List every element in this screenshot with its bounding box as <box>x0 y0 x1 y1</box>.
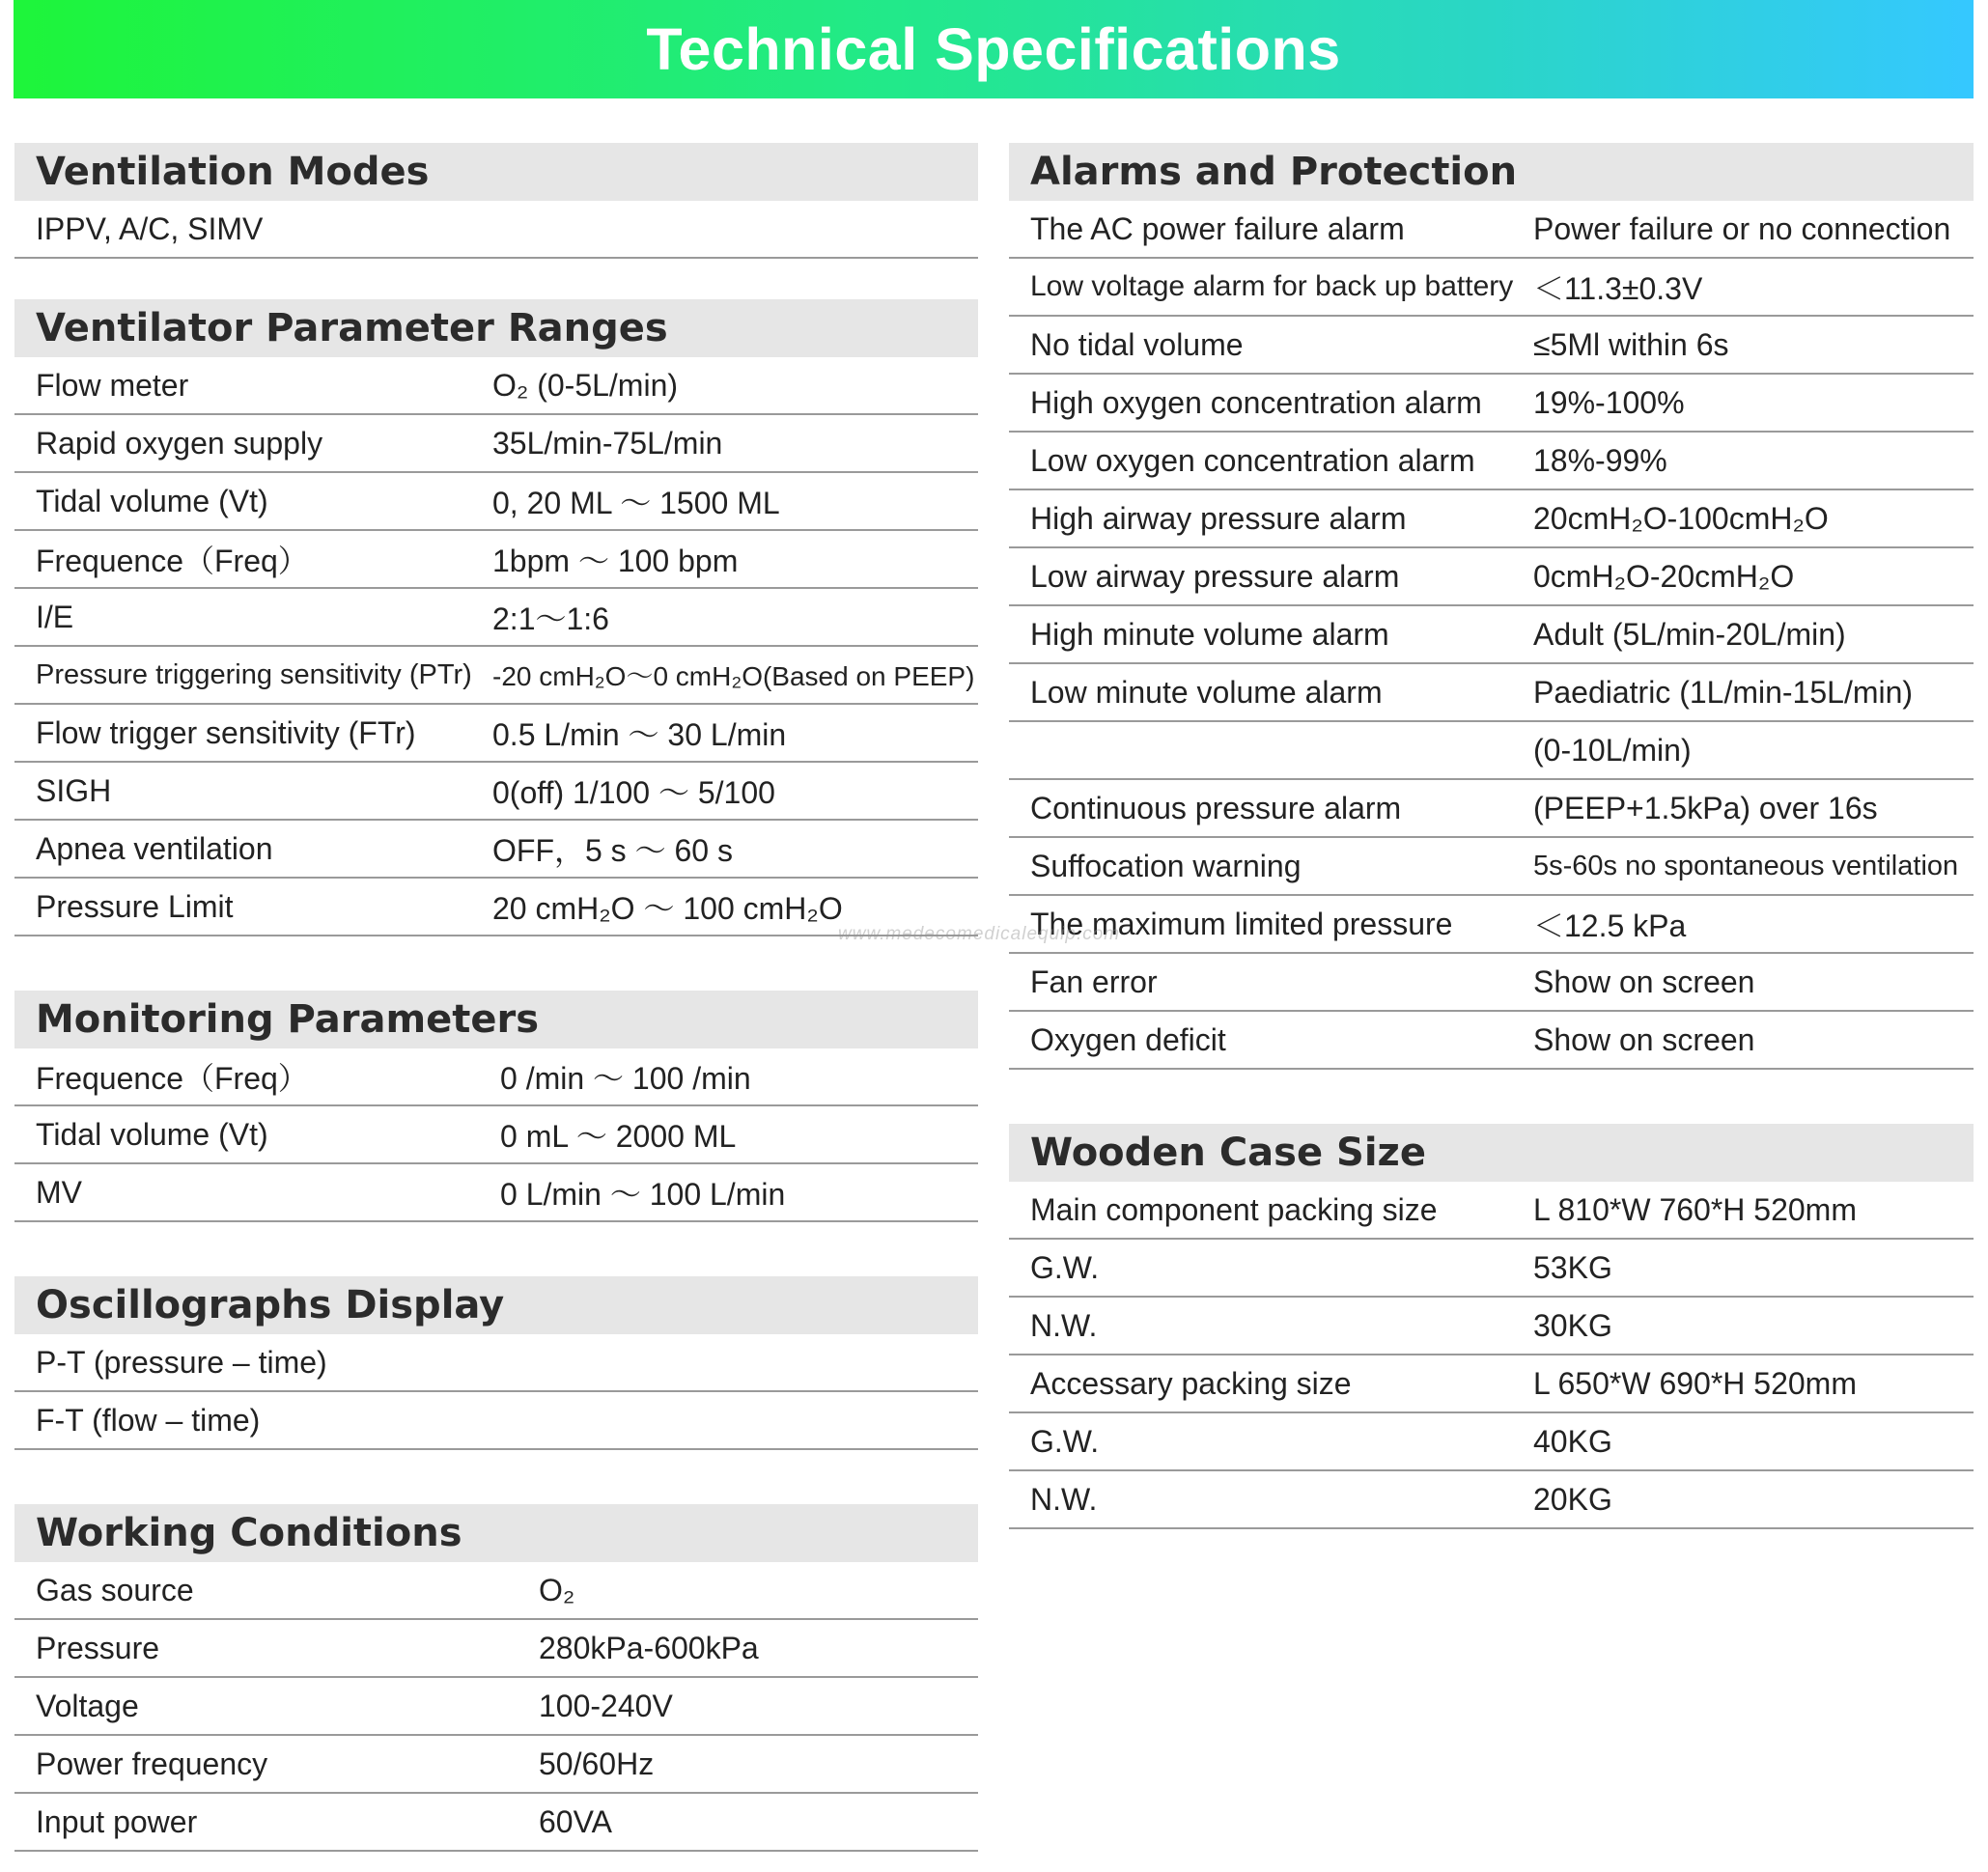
section-heading: Working Conditions <box>14 1504 978 1562</box>
page-title: Technical Specifications <box>646 16 1341 82</box>
spec-label: F-T (flow – time) <box>36 1402 261 1438</box>
spec-label: P-T (pressure – time) <box>36 1344 327 1380</box>
spec-value: 0 L/min ～ 100 L/min <box>500 1177 786 1212</box>
spec-row <box>1009 490 1974 548</box>
spec-row <box>14 589 978 647</box>
spec-value: Power failure or no connection <box>1533 210 1951 246</box>
spec-value: OFF，5 s ～ 60 s <box>492 833 733 868</box>
spec-label: Pressure Limit <box>36 888 234 924</box>
spec-label: The AC power failure alarm <box>1030 210 1405 246</box>
spec-value: 40KG <box>1533 1423 1612 1459</box>
spec-label: N.W. <box>1030 1307 1098 1343</box>
spec-row <box>14 879 978 936</box>
spec-label: Main component packing size <box>1030 1191 1438 1227</box>
spec-value: -20 cmH₂O～0 cmH₂O(Based on PEEP) <box>492 661 975 691</box>
spec-value: Adult (5L/min-20L/min) <box>1533 616 1846 652</box>
spec-row <box>1009 1240 1974 1298</box>
spec-label: Gas source <box>36 1572 194 1607</box>
spec-row <box>14 473 978 531</box>
spec-label: High minute volume alarm <box>1030 616 1389 652</box>
section-alarms-protection <box>1009 143 1974 1070</box>
spec-value: Paediatric (1L/min-15L/min) <box>1533 674 1914 710</box>
spec-row <box>1009 606 1974 664</box>
spec-value: 60VA <box>539 1803 612 1839</box>
spec-row <box>14 1794 978 1852</box>
spec-label: Pressure <box>36 1630 160 1665</box>
spec-label: N.W. <box>1030 1481 1098 1517</box>
spec-value: O₂ (0-5L/min) <box>492 367 679 403</box>
spec-row <box>1009 375 1974 433</box>
spec-row <box>14 1562 978 1620</box>
spec-row <box>14 1736 978 1794</box>
spec-label: Frequence（Freq） <box>36 1061 309 1096</box>
spec-row <box>1009 1298 1974 1355</box>
spec-value: 5s-60s no spontaneous ventilation <box>1533 850 1959 881</box>
spec-row <box>1009 548 1974 606</box>
spec-row <box>14 1106 978 1164</box>
spec-label: MV <box>36 1174 82 1210</box>
spec-row <box>1009 664 1974 722</box>
spec-label: Low minute volume alarm <box>1030 674 1383 710</box>
spec-row <box>14 531 978 589</box>
spec-row <box>14 763 978 821</box>
spec-label: G.W. <box>1030 1423 1100 1459</box>
section-oscillographs-display <box>14 1276 978 1450</box>
spec-label: Frequence（Freq） <box>36 544 309 578</box>
section-heading: Alarms and Protection <box>1009 143 1974 201</box>
title-banner <box>14 0 1974 98</box>
spec-label: Pressure triggering sensitivity (PTr) <box>36 658 472 690</box>
spec-value: 1bpm ～ 100 bpm <box>492 544 739 578</box>
spec-label: I/E <box>36 599 74 634</box>
spec-row <box>1009 780 1974 838</box>
spec-row <box>14 1392 978 1450</box>
spec-label: IPPV, A/C, SIMV <box>36 210 264 246</box>
spec-value: (PEEP+1.5kPa) over 16s <box>1533 790 1878 825</box>
spec-label: Flow trigger sensitivity (FTr) <box>36 714 416 750</box>
spec-value: 20cmH₂O-100cmH₂O <box>1533 500 1829 536</box>
spec-label: Voltage <box>36 1688 139 1723</box>
spec-value: 0.5 L/min ～ 30 L/min <box>492 717 787 752</box>
spec-value: 0 /min ～ 100 /min <box>500 1061 751 1096</box>
spec-row <box>1009 722 1974 780</box>
spec-label: Tidal volume (Vt) <box>36 1116 268 1152</box>
section-ventilation-modes <box>14 143 978 259</box>
spec-row <box>1009 259 1974 317</box>
spec-label: High airway pressure alarm <box>1030 500 1407 536</box>
watermark-text: www.medecomedicalequip.com <box>838 924 1121 944</box>
spec-value: Show on screen <box>1533 1021 1755 1057</box>
spec-label: Oxygen deficit <box>1030 1021 1226 1057</box>
spec-value: ＜12.5 kPa <box>1533 908 1687 943</box>
spec-label: Tidal volume (Vt) <box>36 483 268 518</box>
section-parameter-ranges <box>14 299 978 936</box>
spec-value: 280kPa-600kPa <box>539 1630 759 1665</box>
spec-row <box>14 1620 978 1678</box>
section-heading: Ventilation Modes <box>14 143 978 201</box>
spec-label: Flow meter <box>36 367 189 403</box>
spec-row <box>1009 433 1974 490</box>
spec-row <box>14 1334 978 1392</box>
spec-value: 0, 20 ML ～ 1500 ML <box>492 486 780 520</box>
spec-row <box>1009 1012 1974 1070</box>
spec-row <box>1009 201 1974 259</box>
spec-row <box>14 821 978 879</box>
spec-value: 20 cmH₂O ～ 100 cmH₂O <box>492 891 843 926</box>
section-wooden-case-size <box>1009 1124 1974 1529</box>
spec-value: L 650*W 690*H 520mm <box>1533 1365 1857 1401</box>
section-working-conditions <box>14 1504 978 1852</box>
spec-label: Low oxygen concentration alarm <box>1030 442 1475 478</box>
spec-row <box>1009 838 1974 896</box>
spec-value: 50/60Hz <box>539 1746 655 1781</box>
spec-value: 18%-99% <box>1533 442 1667 478</box>
spec-row <box>1009 1355 1974 1413</box>
spec-label: Power frequency <box>36 1746 268 1781</box>
spec-value: 19%-100% <box>1533 384 1685 420</box>
spec-row <box>1009 1182 1974 1240</box>
spec-row <box>14 647 978 705</box>
spec-value: 20KG <box>1533 1481 1612 1517</box>
spec-row <box>14 1164 978 1222</box>
spec-value: O₂ <box>539 1572 575 1607</box>
spec-value: ＜11.3±0.3V <box>1533 271 1703 306</box>
spec-value: 0cmH₂O-20cmH₂O <box>1533 558 1795 594</box>
left-column <box>14 143 978 1852</box>
spec-label: Low airway pressure alarm <box>1030 558 1400 594</box>
spec-row <box>14 705 978 763</box>
spec-row <box>14 201 978 259</box>
spec-value: (0-10L/min) <box>1533 732 1692 768</box>
spec-row <box>1009 1471 1974 1529</box>
spec-value: 0 mL ～ 2000 ML <box>500 1119 737 1154</box>
spec-row <box>1009 1413 1974 1471</box>
spec-row <box>14 1048 978 1106</box>
spec-value: 100-240V <box>539 1688 673 1723</box>
spec-row <box>14 415 978 473</box>
spec-label: No tidal volume <box>1030 326 1244 362</box>
section-heading: Ventilator Parameter Ranges <box>14 299 978 357</box>
spec-label: The maximum limited pressure <box>1030 906 1453 941</box>
spec-value: 53KG <box>1533 1249 1612 1285</box>
spec-value: 0(off) 1/100 ～ 5/100 <box>492 775 775 810</box>
spec-value: 2:1～1:6 <box>492 601 609 636</box>
right-column <box>1009 143 1974 1529</box>
spec-value: Show on screen <box>1533 964 1755 999</box>
section-heading: Oscillographs Display <box>14 1276 978 1334</box>
spec-row <box>14 357 978 415</box>
spec-value: L 810*W 760*H 520mm <box>1533 1191 1857 1227</box>
spec-label: G.W. <box>1030 1249 1100 1285</box>
spec-label: Input power <box>36 1803 198 1839</box>
spec-label: Suffocation warning <box>1030 848 1302 883</box>
section-monitoring-parameters <box>14 991 978 1222</box>
spec-value: ≤5Ml within 6s <box>1533 326 1729 362</box>
spec-value: 35L/min-75L/min <box>492 425 723 461</box>
spec-label: Accessary packing size <box>1030 1365 1352 1401</box>
spec-row <box>14 1678 978 1736</box>
section-heading: Monitoring Parameters <box>14 991 978 1048</box>
section-heading: Wooden Case Size <box>1009 1124 1974 1182</box>
spec-row <box>1009 896 1974 954</box>
spec-label: Rapid oxygen supply <box>36 425 323 461</box>
spec-row <box>1009 954 1974 1012</box>
spec-label: SIGH <box>36 772 112 808</box>
spec-label: High oxygen concentration alarm <box>1030 384 1482 420</box>
spec-value: 30KG <box>1533 1307 1612 1343</box>
spec-label: Fan error <box>1030 964 1158 999</box>
spec-label: Continuous pressure alarm <box>1030 790 1402 825</box>
spec-row <box>1009 317 1974 375</box>
spec-label: Low voltage alarm for back up battery <box>1030 270 1514 302</box>
spec-label: Apnea ventilation <box>36 830 273 866</box>
